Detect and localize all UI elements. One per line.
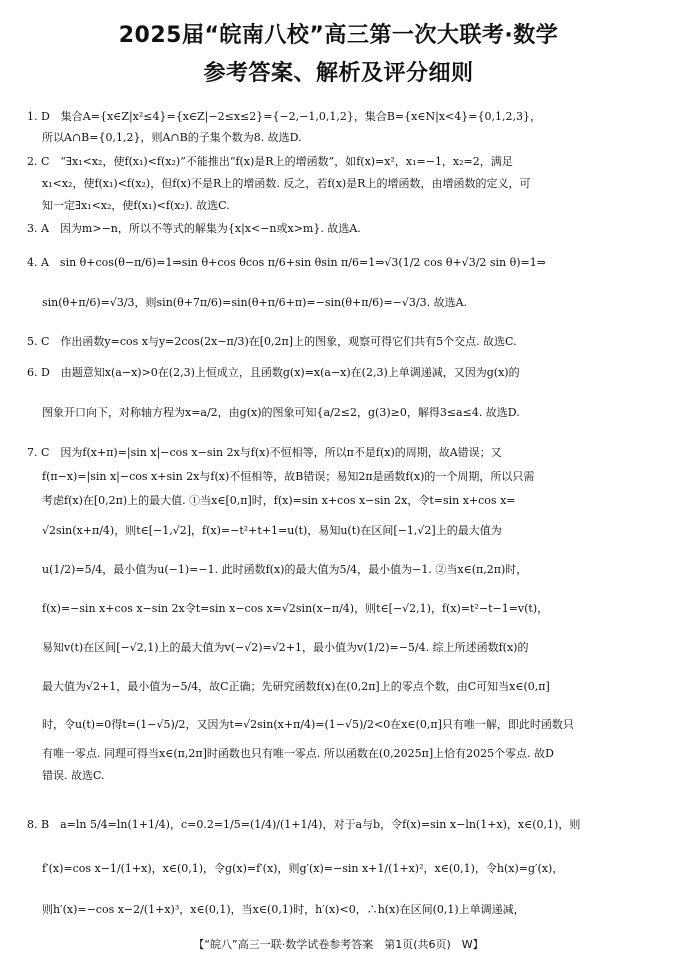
text-line: 所以A∩B={0,1,2}，则A∩B的子集个数为8. 故选D. — [42, 131, 302, 144]
text-line: 6. D 由题意知x(a−x)>0在(2,3)上恒成立，且函数g(x)=x(a−x)在(2,3)上单调递减，又因为g(x)的 — [27, 366, 520, 379]
text-line: 最大值为√2+1，最小值为−5/4，故C正确；先研究函数f(x)在(0,2π]上的零点个数，由C可知当x∈(0,π] — [42, 680, 550, 693]
text-line: sin(θ+π/6)=√3/3，则sin(θ+7π/6)=sin(θ+π/6+π)=−sin(θ+π/6)=−√3/3. 故选A. — [42, 296, 468, 309]
text-line: 知一定∃x₁<x₂，使f(x₁)<f(x₂). 故选C. — [42, 199, 230, 212]
text-line: f(x)=−sin x+cos x−sin 2x令t=sin x−cos x=√2sin(x−π/4)，则t∈[−√2,1)，f(x)=t²−t−1=v(t)， — [42, 602, 549, 615]
page-subtitle: 参考答案、解析及评分细则 — [203, 61, 474, 86]
page-footer: 【“皖八”高三一联·数学试卷参考答案 第1页(共6页) W】 — [193, 938, 484, 951]
text-line: x₁<x₂，使f(x₁)<f(x₂)，但f(x)不是R上的增函数. 反之，若f(x)是R上的增函数，由增函数的定义，可 — [42, 177, 531, 190]
text-line: 1. D 集合A={x∈Z|x²≤4}={x∈Z|−2≤x≤2}={−2,−1,0,1,2}，集合B={x∈N|x<4}={0,1,2,3}， — [27, 110, 541, 123]
text-line: 2. C “∃x₁<x₂，使f(x₁)<f(x₂)”不能推出“f(x)是R上的增函数”，如f(x)=x²，x₁=−1，x₂=2，满足 — [27, 155, 513, 168]
text-line: 考虑f(x)在[0,2π)上的最大值. ①当x∈[0,π]时，f(x)=sin x+cos x−sin 2x，令t=sin x+cos x= — [42, 494, 516, 507]
text-line: 8. B a=ln 5/4=ln(1+1/4)，c=0.2=1/5=(1/4)/(1+1/4)，对于a与b，令f(x)=sin x−ln(1+x)，x∈(0,1)，则 — [27, 818, 581, 831]
text-line: f(π−x)=|sin x|−cos x+sin 2x与f(x)不恒相等，故B错误；易知2π是函数f(x)的一个周期，所以只需 — [42, 470, 535, 483]
text-line: 时，令u(t)=0得t=(1−√5)/2，又因为t=√2sin(x+π/4)=(1−√5)/2<0在x∈(0,π]只有唯一解，即此时函数只 — [42, 718, 574, 731]
text-line: 有唯一零点. 同理可得当x∈(π,2π]时函数也只有唯一零点. 所以函数在(0,2025π]上恰有2025个零点. 故D — [42, 747, 554, 760]
text-line: 错误. 故选C. — [42, 769, 105, 782]
page-title: 2025届“皖南八校”高三第一次大联考·数学 — [118, 23, 559, 48]
text-line: u(1/2)=5/4，最小值为u(−1)=−1. 此时函数f(x)的最大值为5/4，最小值为−1. ②当x∈(π,2π)时， — [42, 563, 528, 576]
text-line: 4. A sin θ+cos(θ−π/6)=1⇒sin θ+cos θcos π/6+sin θsin π/6=1⇒√3(1/2 cos θ+√3/2 sin θ)=1⇒ — [27, 256, 546, 269]
text-line: 7. C 因为f(x+π)=|sin x|−cos x−sin 2x与f(x)不恒相等，所以π不是f(x)的周期，故A错误；又 — [27, 446, 502, 459]
text-line: 5. C 作出函数y=cos x与y=2cos(2x−π/3)在[0,2π]上的图象，观察可得它们共有5个交点. 故选C. — [27, 335, 517, 348]
text-line: 易知v(t)在区间[−√2,1)上的最大值为v(−√2)=√2+1，最小值为v(1/2)=−5/4. 综上所述函数f(x)的 — [42, 641, 529, 654]
text-line: f′(x)=cos x−1/(1+x)，x∈(0,1)，令g(x)=f′(x)，则g′(x)=−sin x+1/(1+x)²，x∈(0,1)，令h(x)=g′(x)， — [42, 862, 564, 875]
text-line: 则h′(x)=−cos x−2/(1+x)³，x∈(0,1)，当x∈(0,1)时，h′(x)<0，∴h(x)在区间(0,1)上单调递减， — [42, 903, 525, 916]
text-line: √2sin(x+π/4)，则t∈[−1,√2]，f(x)=−t²+t+1=u(t)，易知u(t)在区间[−1,√2]上的最大值为 — [42, 524, 502, 537]
text-line: 图象开口向下，对称轴方程为x=a/2，由g(x)的图象可知{a/2≤2，g(3)≥0，解得3≤a≤4. 故选D. — [42, 406, 520, 419]
text-line: 3. A 因为m>−n，所以不等式的解集为{x|x<−n或x>m}. 故选A. — [27, 222, 361, 235]
